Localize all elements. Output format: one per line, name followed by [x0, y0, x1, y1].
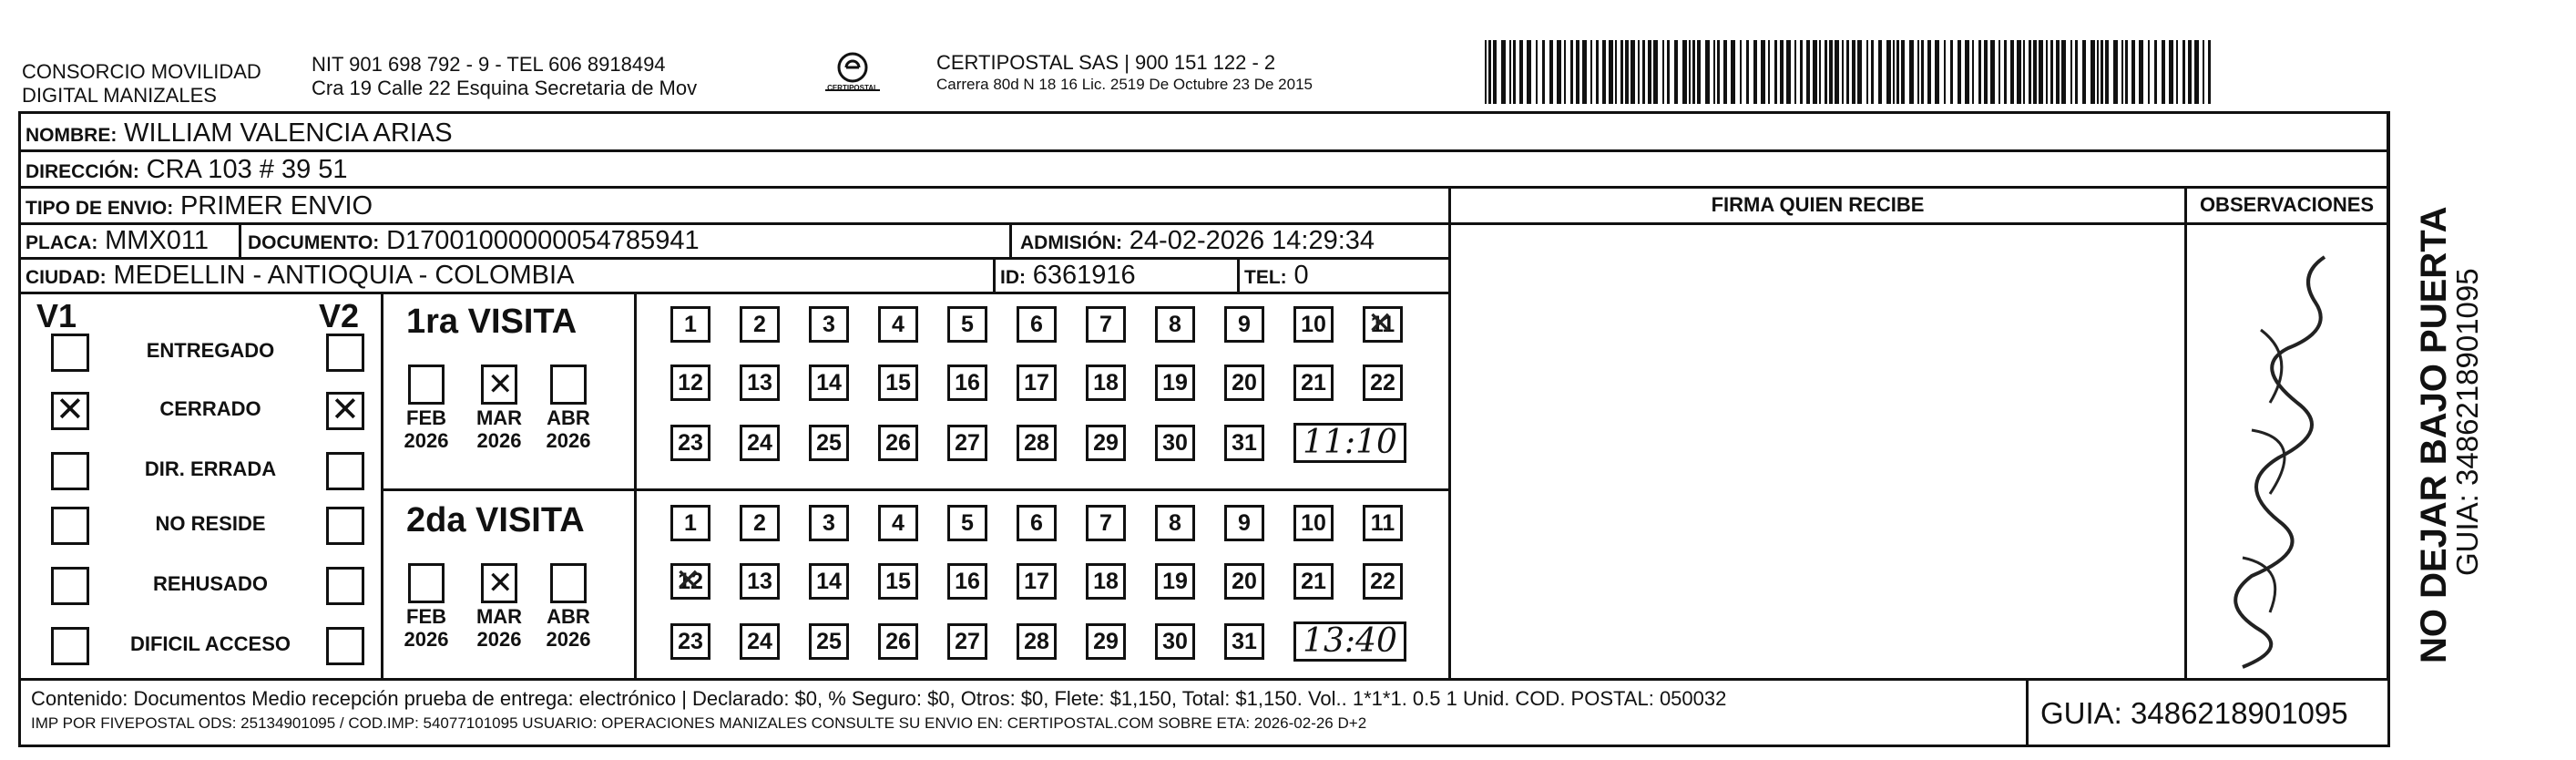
barcode-bar [2023, 40, 2025, 104]
day-box[interactable]: 14 [809, 365, 849, 401]
month-name: ABR [547, 605, 590, 628]
month-year: 2026 [476, 429, 522, 452]
status-label: ENTREGADO [146, 339, 275, 362]
company-contact [312, 53, 697, 100]
tel-value: 0 [1293, 261, 1309, 290]
v1-checkbox[interactable] [51, 567, 89, 605]
tipo-envio-label: TIPO DE ENVIO: [26, 198, 174, 219]
day-box[interactable]: 5 [947, 505, 987, 541]
barcode-bar [1697, 40, 1701, 104]
barcode-bar [1857, 40, 1862, 104]
month-name: FEB [406, 605, 446, 628]
barcode-bar [2101, 40, 2103, 104]
documento-value: D17001000000054785941 [386, 226, 700, 255]
footer-guia: GUIA: 3486218901095 [2040, 696, 2348, 730]
barcode-bar [1682, 40, 1687, 104]
barcode-bar [1519, 40, 1523, 104]
admision-label: ADMISIÓN: [1020, 232, 1122, 253]
day-box[interactable]: 8 [1155, 505, 1195, 541]
v1-checkbox[interactable] [51, 507, 89, 545]
month-label [541, 406, 596, 452]
barcode-bar [1866, 40, 1868, 104]
v2-checkbox[interactable] [326, 452, 364, 490]
month-checkbox[interactable] [550, 365, 587, 405]
day-box[interactable]: 14 [809, 563, 849, 600]
barcode-bar [1501, 40, 1506, 104]
barcode-bar [1768, 40, 1770, 104]
month-year: 2026 [546, 628, 591, 651]
barcode-bar [1638, 40, 1640, 104]
barcode-bar [1978, 40, 1981, 104]
barcode-bar [1944, 40, 1946, 104]
barcode-bar [1965, 40, 1969, 104]
day-box[interactable]: 8 [1155, 306, 1195, 343]
barcode-bar [1813, 40, 1817, 104]
admision-field [1020, 224, 1375, 260]
day-box[interactable]: 23 [670, 623, 710, 660]
barcode-bar [1731, 40, 1735, 104]
admision-value: 24-02-2026 14:29:34 [1129, 226, 1375, 255]
barcode-bar [2125, 40, 2128, 104]
v1-checkbox[interactable] [51, 452, 89, 490]
barcode-bar [1620, 40, 1623, 104]
barcode-bar [1549, 40, 1553, 104]
day-box[interactable]: 5 [947, 306, 987, 343]
v2-label: V2 [319, 297, 360, 334]
day-box[interactable]: 24 [740, 623, 780, 660]
id-label: ID: [1000, 267, 1026, 288]
barcode-bar [1893, 40, 1895, 104]
barcode-bar [2208, 40, 2211, 104]
day-box[interactable]: 16 [947, 563, 987, 600]
barcode-bar [2017, 40, 2021, 104]
placa-value: MMX011 [105, 226, 209, 255]
day-box[interactable]: 18 [1086, 365, 1126, 401]
barcode-bar [1642, 40, 1645, 104]
day-box[interactable]: 27 [947, 623, 987, 660]
status-label: DIR. ERRADA [144, 457, 277, 480]
day-box[interactable]: 4 [878, 306, 918, 343]
barcode-bar [1513, 40, 1516, 104]
no-dejar-warning: NO DEJAR BAJO PUERTA [2414, 206, 2454, 663]
v2-checkbox[interactable] [326, 627, 364, 665]
barcode-bar [1713, 40, 1715, 104]
barcode-bar [2039, 40, 2043, 104]
barcode-bar [1582, 40, 1587, 104]
day-box[interactable]: 23 [670, 425, 710, 461]
barcode-bar [1896, 40, 1899, 104]
id-value: 6361916 [1032, 261, 1136, 290]
day-box[interactable]: 7 [1086, 505, 1126, 541]
day-box[interactable]: 11 ✕ [1363, 306, 1403, 343]
status-label: REHUSADO [153, 572, 268, 595]
barcode-bar [1835, 40, 1839, 104]
barcode-bar [1723, 40, 1727, 104]
direccion-value: CRA 103 # 39 51 [146, 155, 348, 184]
barcode-bar [2033, 40, 2037, 104]
day-box[interactable]: 13 [740, 563, 780, 600]
visit-time[interactable]: 11:10 [1293, 423, 1406, 463]
barcode-bar [1527, 40, 1531, 104]
day-box[interactable]: 31 [1224, 623, 1264, 660]
v1-checkbox[interactable] [51, 334, 89, 372]
v2-checkbox[interactable] [326, 334, 364, 372]
barcode-bar [1653, 40, 1658, 104]
barcode-bar [2090, 40, 2095, 104]
barcode-bar [1493, 40, 1497, 104]
month-checkbox[interactable] [481, 563, 517, 603]
barcode-bar [2162, 40, 2165, 104]
day-box[interactable]: 19 [1155, 563, 1195, 600]
barcode-bar [2113, 40, 2118, 104]
barcode-bar [1825, 40, 1827, 104]
address-line: Cra 19 Calle 22 Esquina Secretaria de Mov [312, 77, 698, 99]
day-box[interactable]: 28 [1017, 425, 1057, 461]
day-box[interactable]: 17 [1017, 365, 1057, 401]
tel-label: TEL: [1244, 267, 1287, 288]
day-box[interactable]: 12 ✕ [670, 563, 710, 600]
day-box[interactable]: 13 [740, 365, 780, 401]
month-name: MAR [475, 406, 523, 429]
day-box[interactable]: 3 [809, 505, 849, 541]
barcode-bar [1774, 40, 1777, 104]
v2-checkbox[interactable] [326, 507, 364, 545]
day-box[interactable]: 15 [878, 365, 918, 401]
day-box[interactable]: 26 [878, 623, 918, 660]
barcode-bar [1705, 40, 1710, 104]
barcode-bar [2182, 40, 2185, 104]
barcode-bar [1746, 40, 1749, 104]
barcode-bar [1590, 40, 1592, 104]
barcode-bar [1740, 40, 1742, 104]
barcode-bar [1917, 40, 1919, 104]
barcode-bar [2148, 40, 2150, 104]
barcode-bar [2194, 40, 2199, 104]
barcode-bar [1689, 40, 1691, 104]
month-checkbox[interactable] [408, 365, 445, 405]
barcode-bar [1717, 40, 1720, 104]
day-box[interactable]: 18 [1086, 563, 1126, 600]
v2-checkbox[interactable] [326, 567, 364, 605]
barcode-bar [1829, 40, 1833, 104]
barcode-bar [1630, 40, 1635, 104]
nombre-row [26, 117, 453, 152]
nombre-label: NOMBRE: [26, 125, 118, 146]
day-box[interactable]: 21 [1293, 365, 1334, 401]
day-box[interactable]: 19 [1155, 365, 1195, 401]
documento-label: DOCUMENTO: [248, 232, 380, 253]
day-box[interactable]: 24 [740, 425, 780, 461]
day-box[interactable]: 29 [1086, 623, 1126, 660]
v1-checkbox[interactable] [51, 627, 89, 665]
barcode-bar [2188, 40, 2192, 104]
barcode-bar [2010, 40, 2014, 104]
barcode-bar [1674, 40, 1678, 104]
tipo-envio-value: PRIMER ENVIO [179, 191, 373, 221]
month-label [399, 605, 454, 651]
barcode-bar [1806, 40, 1810, 104]
barcode-bar [2139, 40, 2143, 104]
barcode-bar [1819, 40, 1821, 104]
month-name: ABR [547, 406, 590, 429]
day-box[interactable]: 1 [670, 505, 710, 541]
month-year: 2026 [404, 429, 449, 452]
v1-label: V1 [36, 297, 77, 334]
direccion-row [26, 153, 348, 189]
barcode-bar [1488, 40, 1491, 104]
barcode-bar [1667, 40, 1670, 104]
barcode-bar [1958, 40, 1961, 104]
barcode-bar [2176, 40, 2178, 104]
day-box[interactable]: 15 [878, 563, 918, 600]
barcode-bar [2056, 40, 2060, 104]
day-box[interactable]: 3 [809, 306, 849, 343]
barcode-bar [1878, 40, 1882, 104]
barcode-bar [1761, 40, 1765, 104]
tel-field [1244, 259, 1309, 294]
day-box[interactable]: 2 [740, 306, 780, 343]
day-box[interactable]: 9 [1224, 306, 1264, 343]
ciudad-value: MEDELLIN - ANTIOQUIA - COLOMBIA [113, 261, 575, 290]
barcode-bar [1564, 40, 1566, 104]
day-box[interactable]: 22 [1363, 365, 1403, 401]
company-line-1: CONSORCIO MOVILIDAD [22, 60, 261, 83]
barcode-bar [2061, 40, 2066, 104]
barcode-bar [1485, 40, 1487, 104]
courier-line-1: CERTIPOSTAL SAS | 900 151 122 - 2 [936, 51, 1276, 74]
day-box[interactable]: 31 [1224, 425, 1264, 461]
nit-line: NIT 901 698 792 - 9 - TEL 606 8918494 [312, 53, 666, 76]
barcode-bar [1998, 40, 2000, 104]
direccion-label: DIRECCIÓN: [26, 161, 139, 182]
month-label [399, 406, 454, 452]
logo-icon [816, 47, 889, 102]
day-box[interactable]: 27 [947, 425, 987, 461]
barcode-bar [1842, 40, 1844, 104]
barcode-bar [1625, 40, 1629, 104]
barcode-bar [1984, 40, 1988, 104]
month-checkbox[interactable] [408, 563, 445, 603]
tipo-envio-row [26, 190, 373, 225]
day-box[interactable]: 11 [1363, 505, 1403, 541]
month-label [472, 605, 526, 651]
v1-checkbox[interactable] [51, 392, 89, 430]
day-box[interactable]: 1 [670, 306, 710, 343]
barcode-bar [2169, 40, 2173, 104]
barcode-bar [1950, 40, 1953, 104]
status-label: CERRADO [159, 397, 261, 420]
barcode-bar [2131, 40, 2135, 104]
barcode-bar [1846, 40, 1849, 104]
barcode-bar [2029, 40, 2031, 104]
nombre-value: WILLIAM VALENCIA ARIAS [124, 118, 453, 148]
day-box[interactable]: 25 [809, 425, 849, 461]
logo-caption: CERTIPOSTAL [827, 84, 878, 92]
barcode-bar [1692, 40, 1695, 104]
barcode-bar [2046, 40, 2048, 104]
ciudad-label: CIUDAD: [26, 267, 107, 288]
visit-time[interactable]: 13:40 [1293, 621, 1406, 662]
barcode-bar [1576, 40, 1579, 104]
barcode-bar [2075, 40, 2078, 104]
day-box[interactable]: 2 [740, 505, 780, 541]
documento-field [248, 224, 700, 260]
barcode-bar [2203, 40, 2204, 104]
certipostal-logo [816, 47, 889, 102]
visit-title: 2da VISITA [406, 501, 585, 539]
firma-header: FIRMA QUIEN RECIBE [1711, 193, 1925, 216]
barcode-bar [2154, 40, 2157, 104]
status-label: NO RESIDE [155, 512, 266, 535]
day-box[interactable]: 10 [1293, 306, 1334, 343]
day-box[interactable]: 26 [878, 425, 918, 461]
barcode-bar [1927, 40, 1931, 104]
placa-label: PLACA: [26, 232, 98, 253]
barcode-bar [1921, 40, 1924, 104]
barcode-bar [2070, 40, 2072, 104]
barcode-bar [2050, 40, 2053, 104]
month-label [472, 406, 526, 452]
day-box[interactable]: 9 [1224, 505, 1264, 541]
month-name: MAR [475, 605, 523, 628]
handwritten-signature [2188, 230, 2385, 674]
v2-checkbox[interactable] [326, 392, 364, 430]
ciudad-field [26, 259, 574, 294]
day-box[interactable]: 4 [878, 505, 918, 541]
barcode-bar [1753, 40, 1757, 104]
barcode-bar [1648, 40, 1651, 104]
barcode-bar [2097, 40, 2099, 104]
barcode-bar [1935, 40, 1939, 104]
footer-contenido: Contenido: Documentos Medio recepción prueba de entrega: electrónico | Declarado: $0, % Seguro: $0, Otros: $0, Flete: $1,150, Total: $1,150. Vol.. 1*1*1. 0.5 1 Unid. COD. POSTAL: 050032 [31, 687, 1727, 710]
barcode-bar [1786, 40, 1791, 104]
barcode-bar [1509, 40, 1511, 104]
month-year: 2026 [546, 429, 591, 452]
barcode-bar [1615, 40, 1617, 104]
barcode [1485, 40, 2213, 106]
barcode-bar [1886, 40, 1891, 104]
barcode-bar [1972, 40, 1974, 104]
barcode-bar [1542, 40, 1545, 104]
month-year: 2026 [404, 628, 449, 651]
day-box[interactable]: 17 [1017, 563, 1057, 600]
day-box[interactable]: 29 [1086, 425, 1126, 461]
day-box[interactable]: 30 [1155, 623, 1195, 660]
barcode-bar [1596, 40, 1599, 104]
barcode-bar [1662, 40, 1664, 104]
day-box[interactable]: 22 [1363, 563, 1403, 600]
day-box[interactable]: 20 [1224, 365, 1264, 401]
month-label [541, 605, 596, 651]
observaciones-header: OBSERVACIONES [2199, 193, 2375, 216]
barcode-bar [1852, 40, 1855, 104]
barcode-bar [1800, 40, 1803, 104]
status-label: DIFICIL ACCESO [129, 632, 291, 655]
barcode-bar [1990, 40, 1995, 104]
barcode-bar [1602, 40, 1606, 104]
barcode-bar [2121, 40, 2123, 104]
day-box[interactable]: 16 [947, 365, 987, 401]
day-box[interactable]: 25 [809, 623, 849, 660]
barcode-bar [1557, 40, 1561, 104]
barcode-bar [1609, 40, 1613, 104]
courier-line-2: Carrera 80d N 18 16 Lic. 2519 De Octubre 23 De 2015 [936, 76, 1313, 93]
barcode-bar [2082, 40, 2086, 104]
barcode-bar [1536, 40, 1538, 104]
barcode-bar [1871, 40, 1874, 104]
month-name: FEB [406, 406, 446, 429]
day-box[interactable]: 6 [1017, 505, 1057, 541]
day-box[interactable]: 30 [1155, 425, 1195, 461]
barcode-bar [2004, 40, 2007, 104]
barcode-bar [1780, 40, 1784, 104]
barcode-bar [1570, 40, 1573, 104]
barcode-bar [1909, 40, 1914, 104]
day-box[interactable]: 6 [1017, 306, 1057, 343]
day-box[interactable]: 28 [1017, 623, 1057, 660]
month-checkbox[interactable] [481, 365, 517, 405]
barcode-bar [1901, 40, 1905, 104]
barcode-bar [2105, 40, 2109, 104]
month-checkbox[interactable] [550, 563, 587, 603]
courier-info [936, 51, 1313, 95]
company-line-2: DIGITAL MANIZALES [22, 84, 217, 107]
company-name [22, 60, 261, 108]
barcode-bar [1794, 40, 1796, 104]
month-year: 2026 [476, 628, 522, 651]
day-box[interactable]: 21 [1293, 563, 1334, 600]
side-guia: GUIA: 3486218901095 [2450, 268, 2484, 576]
visit-title: 1ra VISITA [406, 303, 578, 341]
day-box[interactable]: 12 [670, 365, 710, 401]
footer-imp: IMP POR FIVEPOSTAL ODS: 25134901095 / COD.IMP: 54077101095 USUARIO: OPERACIONES MANIZALES CONSULTE SU ENVIO EN: CERTIPOSTAL.COM SOBRE ETA: 2026-02-26 D+2 [31, 714, 1367, 732]
day-box[interactable]: 7 [1086, 306, 1126, 343]
id-field [1000, 259, 1136, 294]
day-box[interactable]: 10 [1293, 505, 1334, 541]
placa-field [26, 224, 209, 260]
day-box[interactable]: 20 [1224, 563, 1264, 600]
